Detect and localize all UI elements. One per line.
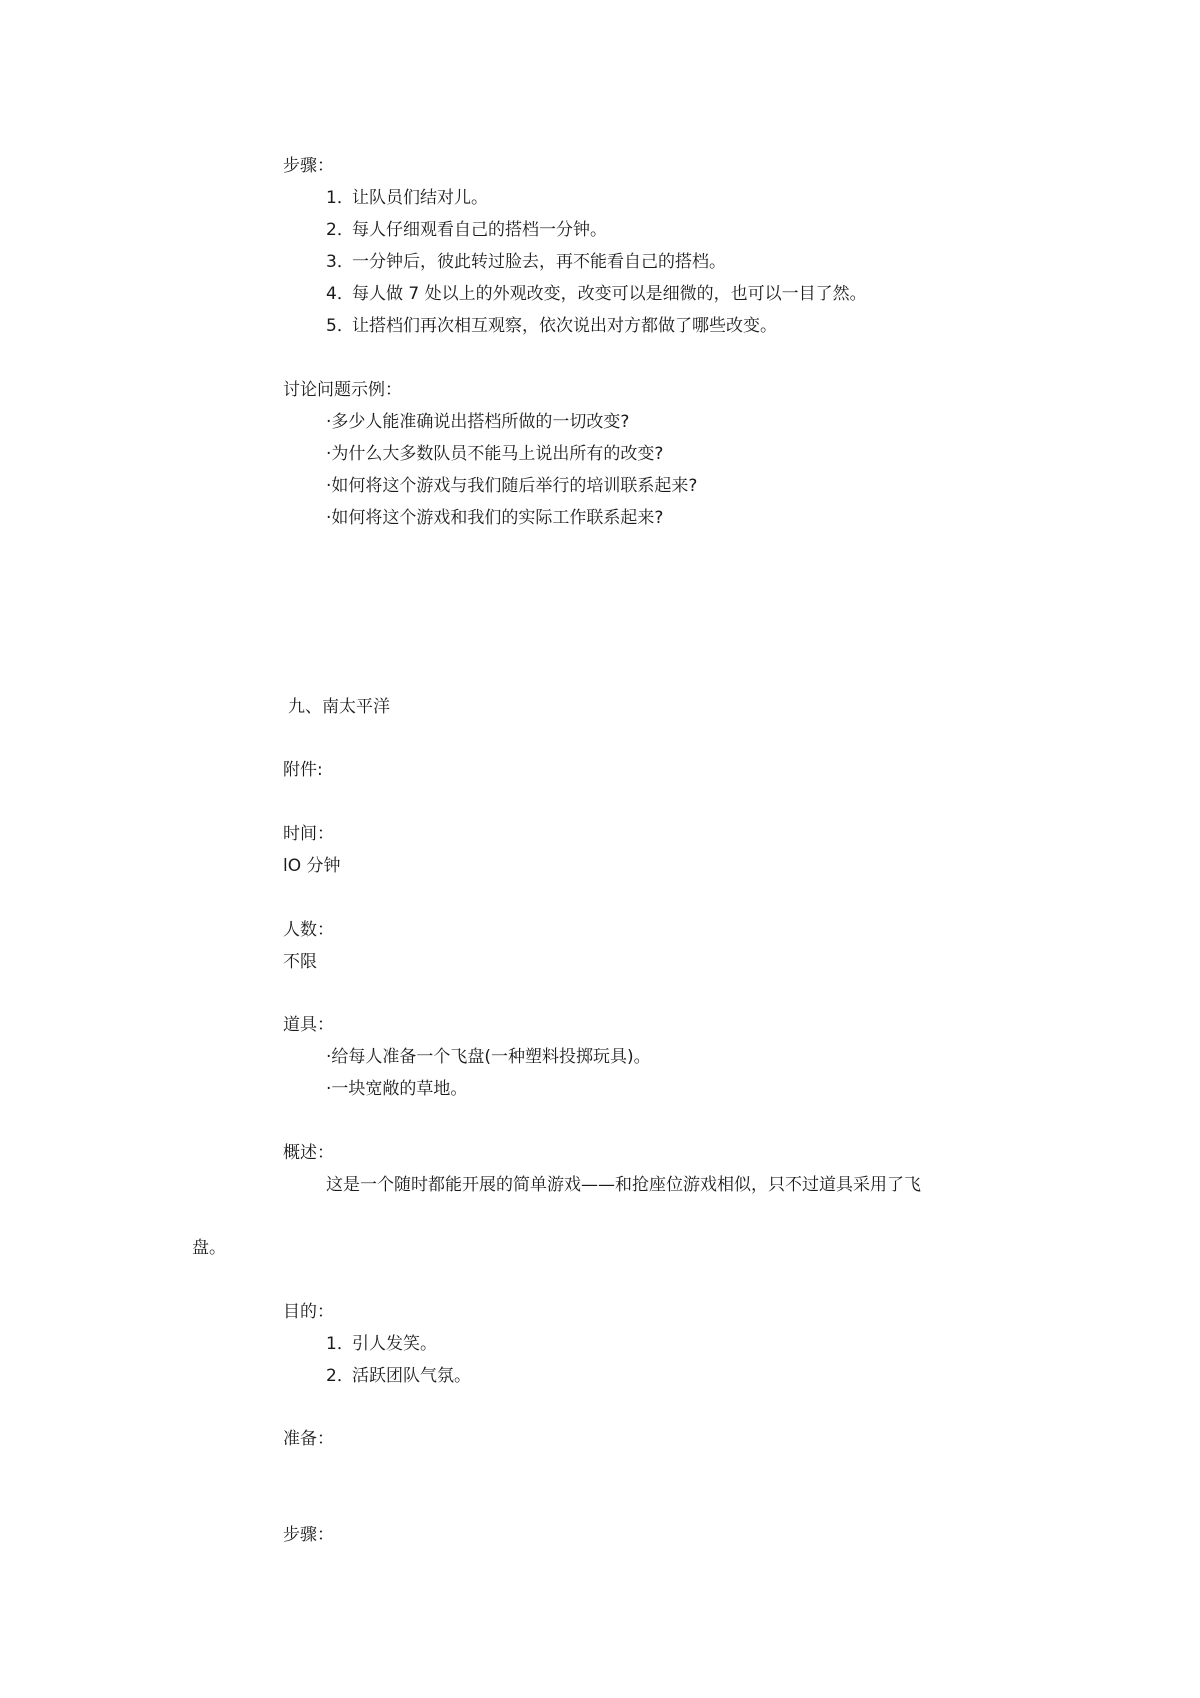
list-item: ·一块宽敞的草地。	[326, 1079, 468, 1099]
list-text: 引人发笑。	[352, 1334, 437, 1354]
list-item	[326, 190, 488, 207]
list-item	[326, 254, 726, 271]
time-value: lO 分钟	[283, 856, 341, 876]
list-item	[326, 286, 867, 303]
people-label: 人数：	[283, 920, 334, 940]
list-number: 1．	[326, 1334, 354, 1354]
list-item	[326, 318, 777, 335]
list-number: 2．	[326, 220, 354, 240]
section-title: 九、南太平洋	[288, 697, 390, 717]
list-item: ·如何将这个游戏和我们的实际工作联系起来?	[326, 508, 664, 528]
list-number: 3．	[326, 252, 354, 272]
list-text: 让队员们结对儿。	[352, 188, 488, 208]
attachment-label: 附件:	[283, 760, 323, 780]
people-value: 不限	[283, 952, 317, 972]
list-number: 1．	[326, 188, 354, 208]
list-number: 5．	[326, 316, 354, 336]
list-item: ·为什么大多数队员不能马上说出所有的改变?	[326, 444, 664, 464]
discussion-heading: 讨论问题示例：	[283, 380, 402, 400]
list-text: 活跃团队气氛。	[352, 1366, 471, 1386]
list-item	[326, 1368, 471, 1385]
steps-label: 步骤：	[283, 1525, 334, 1545]
list-text: 让搭档们再次相互观察，依次说出对方都做了哪些改变。	[352, 316, 777, 336]
list-text: 一分钟后，彼此转过脸去，再不能看自己的搭档。	[352, 252, 726, 272]
overview-label: 概述：	[283, 1143, 334, 1163]
list-item	[326, 1336, 437, 1353]
overview-text-continued: 盘。	[192, 1238, 226, 1258]
prep-label: 准备：	[283, 1429, 334, 1449]
overview-text: 这是一个随时都能开展的简单游戏——和抢座位游戏相似，只不过道具采用了飞	[326, 1175, 921, 1195]
list-text: 每人仔细观看自己的搭档一分钟。	[352, 220, 607, 240]
time-label: 时间：	[283, 824, 334, 844]
list-item: ·多少人能准确说出搭档所做的一切改变?	[326, 412, 630, 432]
props-label: 道具：	[283, 1015, 334, 1035]
purpose-label: 目的：	[283, 1302, 334, 1322]
list-item: ·给每人准备一个飞盘(一种塑料投掷玩具)。	[326, 1047, 651, 1067]
list-number: 2．	[326, 1366, 354, 1386]
list-item	[326, 222, 607, 239]
list-item: ·如何将这个游戏与我们随后举行的培训联系起来?	[326, 476, 698, 496]
steps-heading: 步骤：	[283, 156, 334, 176]
list-text: 每人做 7 处以上的外观改变，改变可以是细微的，也可以一目了然。	[352, 284, 867, 304]
list-number: 4．	[326, 284, 354, 304]
